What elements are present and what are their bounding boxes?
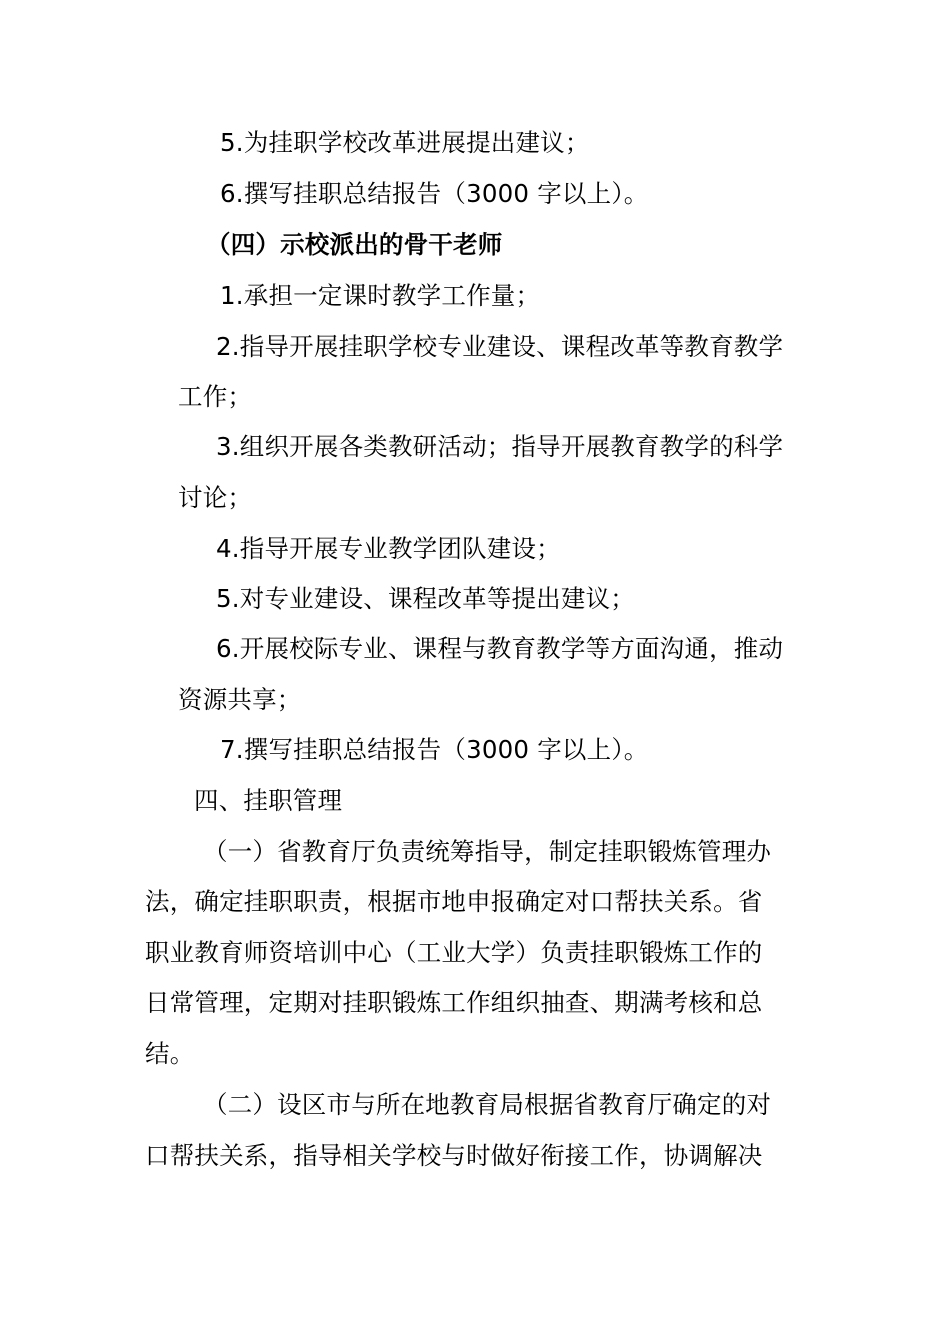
text-line-1: 5.为挂职学校改革进展提出建议；: [220, 128, 590, 157]
text-line-19: 结。: [145, 1039, 195, 1068]
text-line-10: 5.对专业建设、课程改革等提出建议；: [216, 584, 635, 613]
text-line-17: 职业教育师资培训中心（工业大学）负责挂职锻炼工作的: [145, 938, 763, 967]
text-line-16: 法，确定挂职职责，根据市地申报确定对口帮扶关系。省: [145, 887, 763, 916]
text-line-18: 日常管理，定期对挂职锻炼工作组织抽查、期满考核和总: [145, 988, 763, 1017]
text-line-7: 3.组织开展各类教研活动；指导开展教育教学的科学: [216, 432, 784, 461]
text-line-2: 6.撰写挂职总结报告（3000 字以上）。: [220, 179, 649, 208]
text-line-13: 7.撰写挂职总结报告（3000 字以上）。: [220, 735, 649, 764]
text-line-8: 讨论；: [178, 483, 253, 512]
text-line-4: 1.承担一定课时教学工作量；: [220, 281, 541, 310]
text-line-6: 工作；: [178, 382, 253, 411]
text-line-21: 口帮扶关系，指导相关学校与时做好衔接工作，协调解决: [145, 1141, 763, 1170]
text-line-5: 2.指导开展挂职学校专业建设、课程改革等教育教学: [216, 332, 784, 361]
text-line-9: 4.指导开展专业教学团队建设；: [216, 534, 561, 563]
text-line-20: （二）设区市与所在地教育局根据省教育厅确定的对: [203, 1090, 772, 1119]
text-line-15: （一）省教育厅负责统筹指导，制定挂职锻炼管理办: [203, 837, 772, 866]
text-line-12: 资源共享；: [178, 685, 302, 714]
section-heading-four: （四）示校派出的骨干老师: [206, 230, 503, 259]
text-line-11: 6.开展校际专业、课程与教育教学等方面沟通，推动: [216, 634, 784, 663]
section-heading-management: 四、挂职管理: [194, 786, 343, 815]
